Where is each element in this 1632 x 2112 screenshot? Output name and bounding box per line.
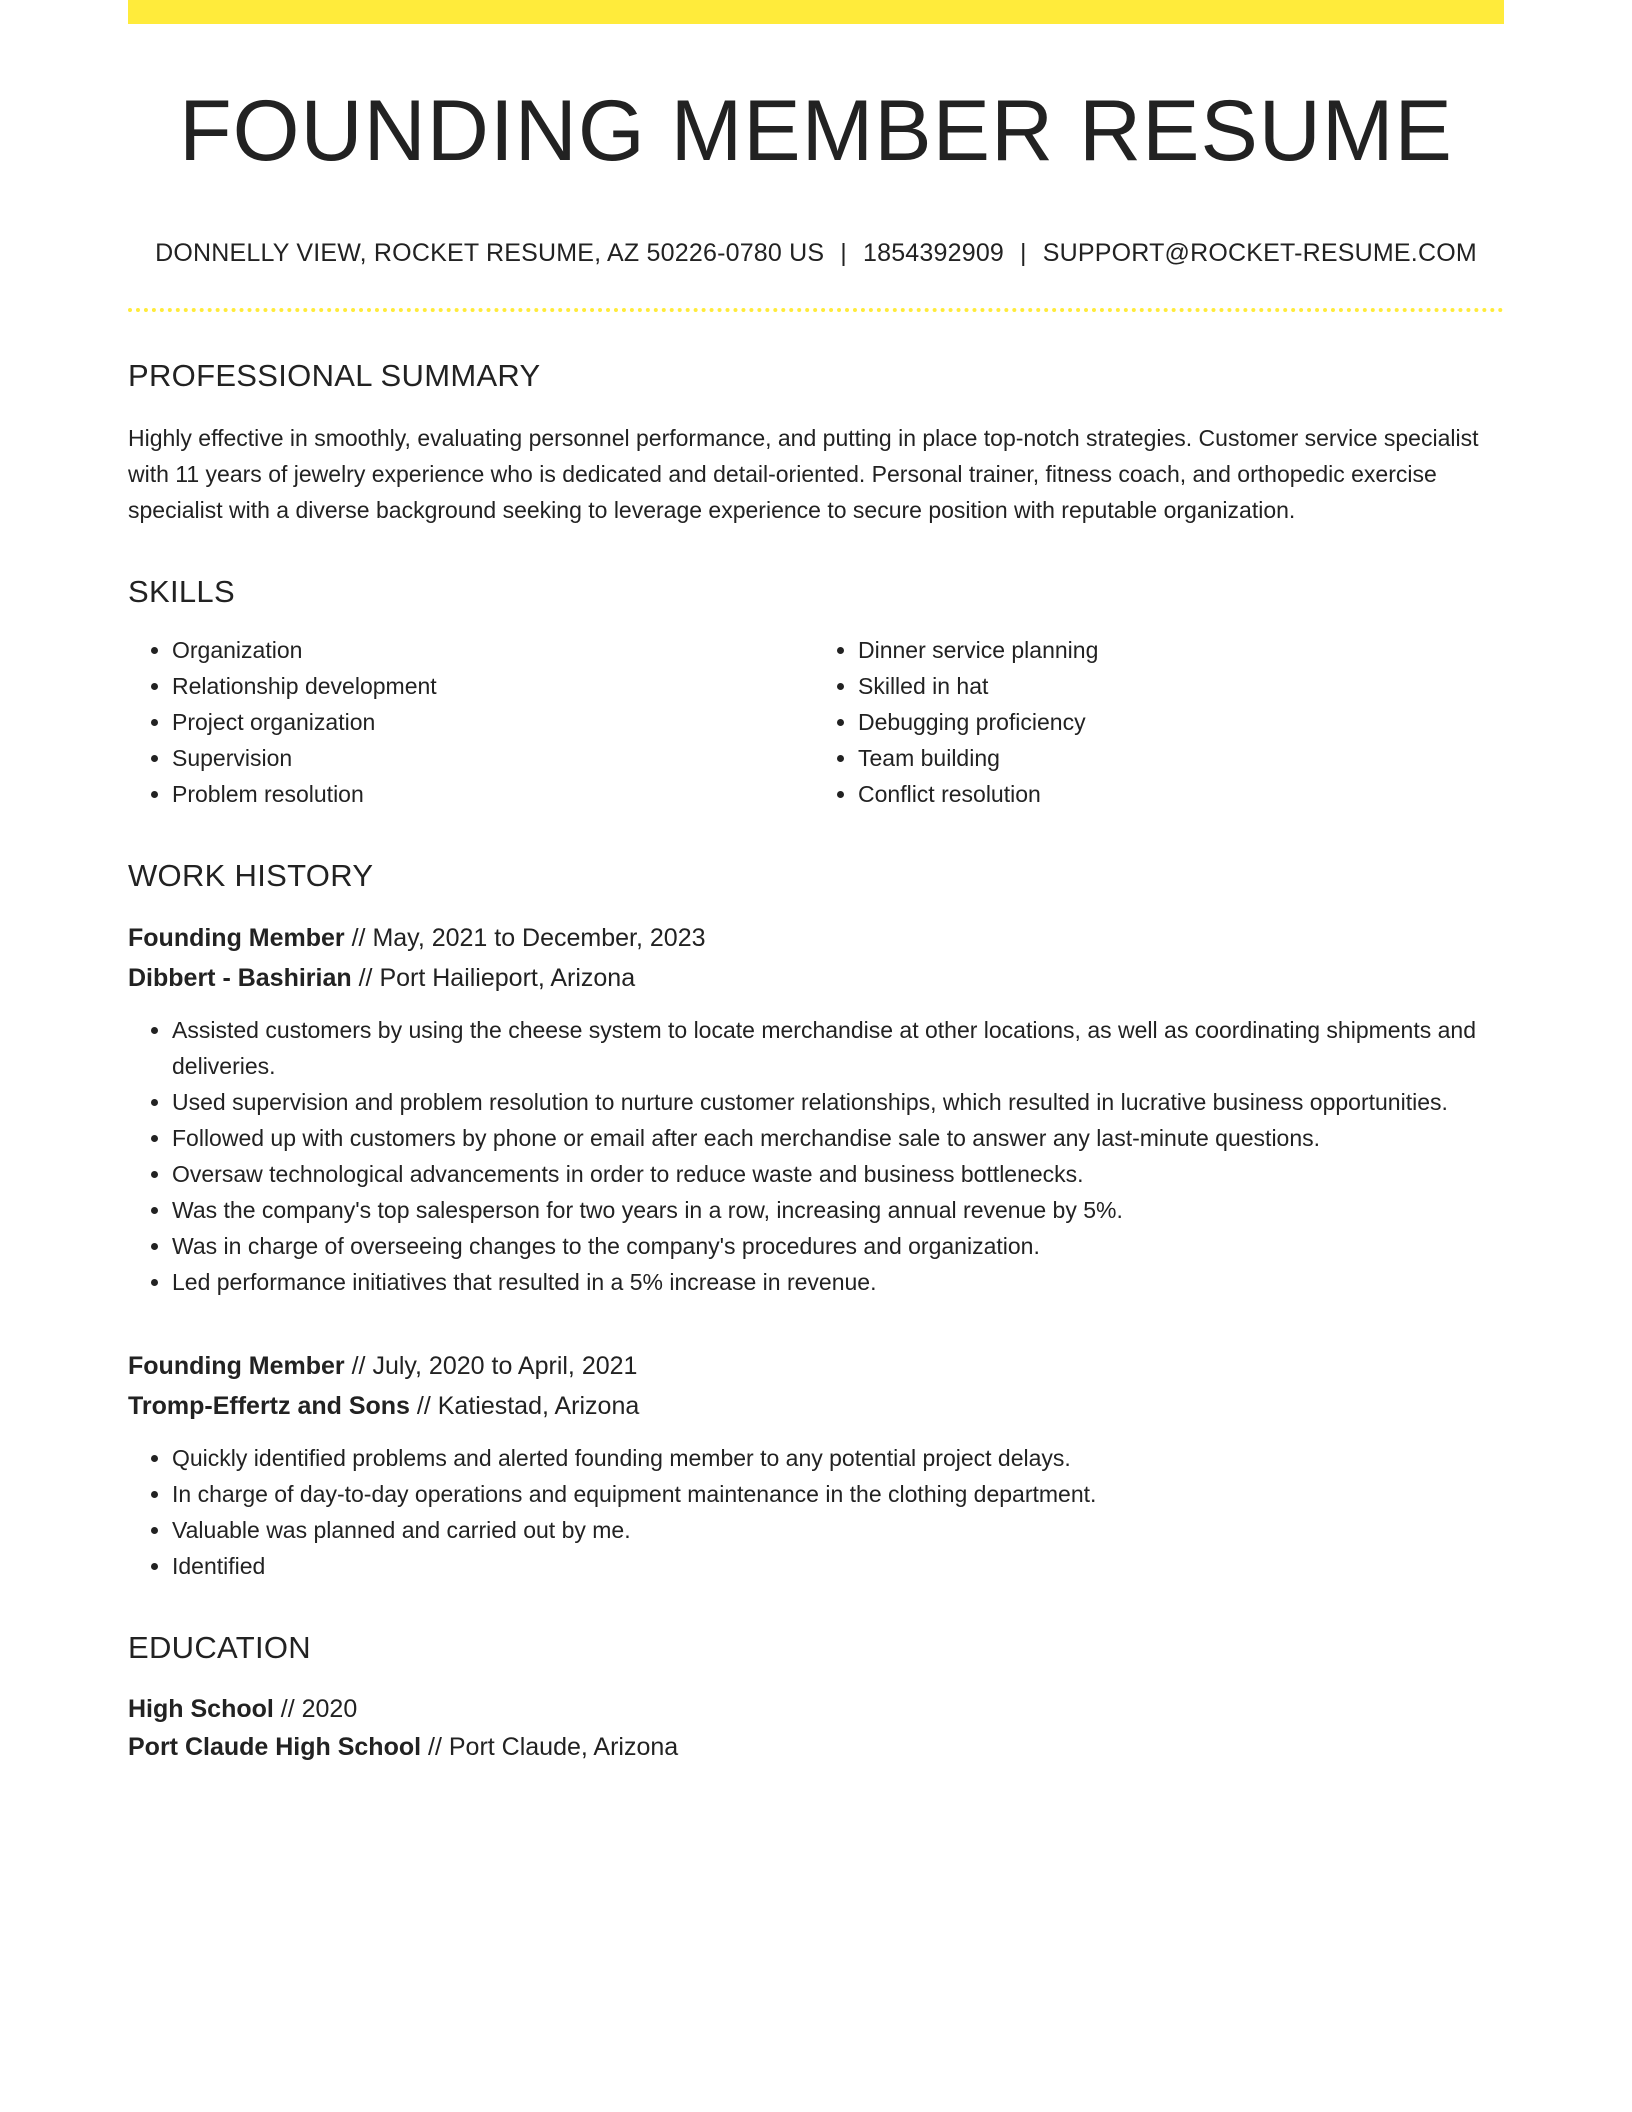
job-bullets [128,1012,1504,1300]
skill-item: • Conflict resolution [858,776,1504,812]
accent-top-bar [128,0,1504,24]
job-bullet: • Was in charge of overseeing changes to the company's procedures and organization. [172,1228,1504,1264]
skills-column-left [128,632,818,812]
contact-phone: 1854392909 [863,238,1005,267]
job-bullet: • Used supervision and problem resolution to nurture customer relationships, which resulted in lucrative business opportunities. [172,1084,1504,1120]
education-location: // Port Claude, Arizona [421,1732,679,1761]
job-bullet: • Quickly identified problems and alerted founding member to any potential project delays. [172,1440,1504,1476]
skill-item: • Organization [172,632,818,668]
section-title-skills: SKILLS [128,573,235,609]
skill-item: • Problem resolution [172,776,818,812]
resume-title: FOUNDING MEMBER RESUME [179,83,1453,179]
job-dates: // July, 2020 to April, 2021 [344,1351,638,1380]
job-bullet: • Assisted customers by using the cheese system to locate merchandise at other locations, as well as coordinating shipments and deliveries. [172,1012,1504,1084]
skill-item: • Supervision [172,740,818,776]
job-entry [128,918,1504,1300]
skill-item: • Debugging proficiency [858,704,1504,740]
job-company-line [128,1386,1504,1426]
job-bullet: • In charge of day-to-day operations and equipment maintenance in the clothing department. [172,1476,1504,1512]
education-degree-line [128,1690,1504,1728]
job-entry [128,1346,1504,1584]
job-bullet: • Led performance initiatives that resulted in a 5% increase in revenue. [172,1264,1504,1300]
contact-email[interactable]: SUPPORT@ROCKET-RESUME.COM [1042,238,1477,267]
job-role: Founding Member [128,1351,345,1380]
education-degree: High School [128,1694,274,1723]
skill-item: • Dinner service planning [858,632,1504,668]
job-bullet: • Followed up with customers by phone or email after each merchandise sale to answer any last-minute questions. [172,1120,1504,1156]
skills-list [128,632,1504,812]
job-company: Tromp-Effertz and Sons [128,1391,410,1420]
job-role: Founding Member [128,923,345,952]
dotted-divider [128,308,1504,312]
skill-item: • Team building [858,740,1504,776]
job-bullet: • Oversaw technological advancements in order to reduce waste and business bottlenecks. [172,1156,1504,1192]
contact-address: DONNELLY VIEW, ROCKET RESUME, AZ 50226-0780 US [155,238,825,267]
job-bullet: • Identified [172,1548,1504,1584]
education-school-line [128,1728,1504,1766]
section-title-education: EDUCATION [128,1629,311,1665]
summary-text: Highly effective in smoothly, evaluating personnel performance, and putting in place top-notch strategies. Customer service specialist with 11 years of jewelry experience who is dedicated and detail-oriented. Personal trainer, fitness coach, and orthopedic exercise specialist with a diverse background seeking to leverage experience to secure position with reputable organization. [128,424,1479,523]
job-role-line [128,1346,1504,1386]
education-year: // 2020 [273,1694,358,1723]
skills-column-right [814,632,1504,812]
job-location: // Port Hailieport, Arizona [351,963,636,992]
skill-item: • Skilled in hat [858,668,1504,704]
job-bullet: • Valuable was planned and carried out by me. [172,1512,1504,1548]
job-dates: // May, 2021 to December, 2023 [344,923,706,952]
job-company-line [128,958,1504,998]
skill-item: • Relationship development [172,668,818,704]
contact-separator: | [1020,238,1027,267]
job-location: // Katiestad, Arizona [409,1391,640,1420]
resume-page [128,0,1504,1766]
job-bullet: • Was the company's top salesperson for two years in a row, increasing annual revenue by 5%. [172,1192,1504,1228]
contact-separator: | [840,238,847,267]
job-role-line [128,918,1504,958]
job-bullets [128,1440,1504,1584]
contact-line [128,239,1504,268]
job-company: Dibbert - Bashirian [128,963,352,992]
education-entry [128,1690,1504,1766]
section-title-summary: PROFESSIONAL SUMMARY [128,357,541,393]
education-school: Port Claude High School [128,1732,422,1761]
skill-item: • Project organization [172,704,818,740]
section-title-work-history: WORK HISTORY [128,857,374,893]
